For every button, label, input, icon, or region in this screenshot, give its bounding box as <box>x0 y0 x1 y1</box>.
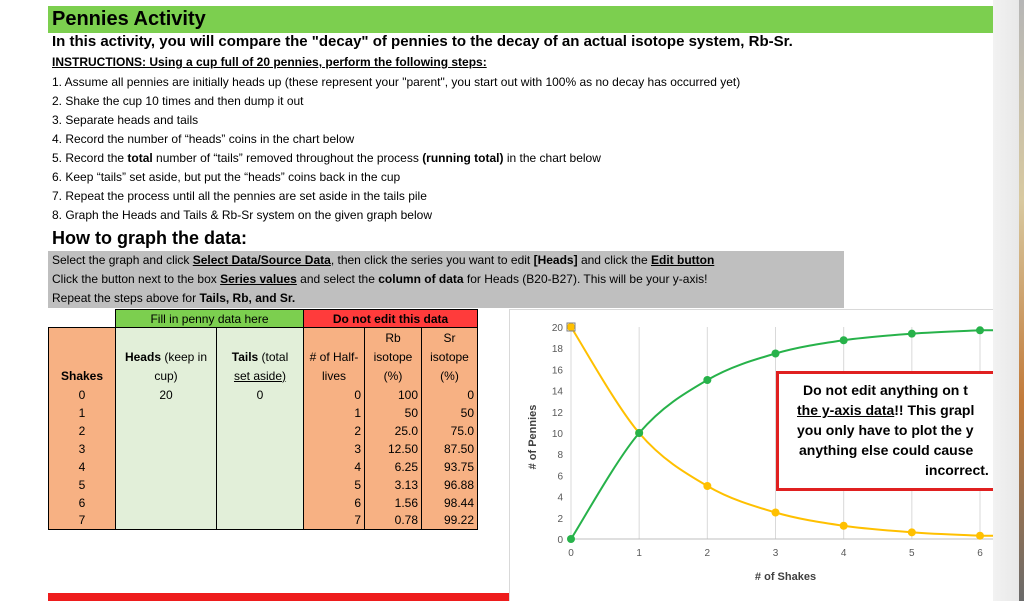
table-row <box>49 494 478 512</box>
cell-sr: 93.75 <box>422 458 478 476</box>
cell-sr: 0 <box>422 386 478 404</box>
cell-shakes: 7 <box>49 512 116 530</box>
cell-rb: 25.0 <box>365 422 422 440</box>
cell-half-lives: 5 <box>304 476 365 494</box>
cell-tails[interactable] <box>217 422 304 440</box>
step-5: 5. Record the total number of “tails” removed throughout the process (running total) in the chart below <box>52 151 601 165</box>
cell-shakes: 5 <box>49 476 116 494</box>
cell-half-lives: 0 <box>304 386 365 404</box>
table-row <box>49 404 478 422</box>
series-point-1 <box>976 326 984 334</box>
step-6: 6. Keep “tails” set aside, but put the “heads” coins back in the cup <box>52 170 401 184</box>
cell-rb: 1.56 <box>365 494 422 512</box>
warning-line-5: incorrect. <box>925 462 989 478</box>
instructions-header: INSTRUCTIONS: Using a cup full of 20 pennies, perform the following steps: <box>52 55 487 69</box>
cell-tails[interactable] <box>217 404 304 422</box>
series-point-0 <box>567 323 575 331</box>
table-row <box>49 386 478 404</box>
x-tick-label: 6 <box>977 548 983 559</box>
cell-heads[interactable] <box>116 404 217 422</box>
cell-tails[interactable] <box>217 440 304 458</box>
col-header-sr: Sr isotope (%) <box>422 328 478 386</box>
series-point-1 <box>567 535 575 543</box>
cell-half-lives: 3 <box>304 440 365 458</box>
warning-line-4: anything else could cause <box>799 442 974 458</box>
graph-instruction-3: Repeat the steps above for Tails, Rb, and Sr. <box>52 291 296 305</box>
penny-data-table <box>48 309 478 530</box>
series-point-0 <box>703 482 711 490</box>
cell-shakes: 1 <box>49 404 116 422</box>
cell-shakes: 4 <box>49 458 116 476</box>
instruction-steps <box>52 73 740 225</box>
cell-heads[interactable] <box>116 458 217 476</box>
cell-tails[interactable] <box>217 512 304 530</box>
data-table-wrap <box>48 309 478 530</box>
y-tick-label: 0 <box>557 535 563 546</box>
cell-shakes: 0 <box>49 386 116 404</box>
table-row <box>49 422 478 440</box>
graph-instruction-1: Select the graph and click Select Data/Source Data, then click the series you want to edit [Heads] and click the Edit button <box>52 253 715 267</box>
col-header-rb: Rb isotope (%) <box>365 328 422 386</box>
y-tick-label: 18 <box>551 344 563 356</box>
cell-shakes: 2 <box>49 422 116 440</box>
series-point-0 <box>908 528 916 536</box>
series-point-1 <box>703 376 711 384</box>
col-header-half-lives: # of Half- lives <box>304 328 365 386</box>
step-7: 7. Repeat the process until all the pennies are set aside in the tails pile <box>52 189 427 203</box>
cell-half-lives: 6 <box>304 494 365 512</box>
how-to-graph-header: How to graph the data: <box>52 228 247 248</box>
fill-header: Fill in penny data here <box>116 310 304 328</box>
series-point-1 <box>908 330 916 338</box>
cell-half-lives: 2 <box>304 422 365 440</box>
cell-rb: 12.50 <box>365 440 422 458</box>
y-axis-title: # of Pennies <box>527 404 539 470</box>
cell-heads[interactable] <box>116 494 217 512</box>
table-row <box>49 476 478 494</box>
cell-rb: 100 <box>365 386 422 404</box>
step-3: 3. Separate heads and tails <box>52 113 199 127</box>
col-header-tails: Tails (total set aside) <box>217 328 304 386</box>
cell-heads[interactable]: 20 <box>116 386 217 404</box>
noedit-header: Do not edit this data <box>304 310 478 328</box>
x-tick-label: 1 <box>636 548 642 559</box>
x-tick-label: 3 <box>772 548 779 559</box>
cell-rb: 50 <box>365 404 422 422</box>
cell-shakes: 6 <box>49 494 116 512</box>
cell-sr: 75.0 <box>422 422 478 440</box>
bottom-red-bar <box>48 593 509 601</box>
series-point-1 <box>635 429 643 437</box>
y-tick-label: 4 <box>557 492 563 504</box>
warning-box <box>776 371 993 491</box>
warning-line-3: you only have to plot the y <box>797 422 974 438</box>
cell-heads[interactable] <box>116 476 217 494</box>
x-tick-label: 5 <box>909 548 915 559</box>
cell-half-lives: 4 <box>304 458 365 476</box>
page-subtitle: In this activity, you will compare the "decay" of pennies to the decay of an actual isotope system, Rb-Sr. <box>52 33 793 50</box>
y-tick-label: 20 <box>551 323 563 334</box>
cell-sr: 96.88 <box>422 476 478 494</box>
cell-half-lives: 1 <box>304 404 365 422</box>
cell-sr: 99.22 <box>422 512 478 530</box>
y-tick-label: 16 <box>551 365 563 377</box>
x-tick-label: 4 <box>840 548 847 559</box>
cell-half-lives: 7 <box>304 512 365 530</box>
y-tick-label: 10 <box>551 429 563 440</box>
series-point-1 <box>840 336 848 344</box>
cell-sr: 98.44 <box>422 494 478 512</box>
table-row <box>49 512 478 530</box>
cell-tails[interactable] <box>217 494 304 512</box>
table-row <box>49 458 478 476</box>
cell-heads[interactable] <box>116 440 217 458</box>
x-tick-label: 2 <box>704 548 711 559</box>
series-point-1 <box>772 350 780 358</box>
y-tick-label: 14 <box>551 386 563 398</box>
cell-tails[interactable] <box>217 458 304 476</box>
graph-instruction-2: Click the button next to the box Series values and select the column of data for Heads (B20-B27). This will be your y-axis! <box>52 272 708 286</box>
cell-heads[interactable] <box>116 422 217 440</box>
warning-line-2: the y-axis data!! This grapl <box>797 402 975 418</box>
cell-rb: 0.78 <box>365 512 422 530</box>
table-body <box>49 386 478 530</box>
cell-sr: 87.50 <box>422 440 478 458</box>
cell-sr: 50 <box>422 404 478 422</box>
table-row <box>49 440 478 458</box>
cell-tails[interactable] <box>217 476 304 494</box>
step-4: 4. Record the number of “heads” coins in the chart below <box>52 132 355 146</box>
series-point-0 <box>772 509 780 517</box>
col-header-heads: Heads (keep in cup) <box>116 328 217 386</box>
page-title: Pennies Activity <box>52 8 206 30</box>
col-header-shakes: Shakes <box>49 328 116 386</box>
desktop-sliver <box>1019 0 1024 601</box>
y-tick-label: 2 <box>557 513 563 525</box>
cell-rb: 3.13 <box>365 476 422 494</box>
warning-line-1: Do not edit anything on t <box>803 382 968 398</box>
y-tick-label: 12 <box>551 407 563 419</box>
cell-rb: 6.25 <box>365 458 422 476</box>
series-point-0 <box>976 532 984 540</box>
y-tick-label: 8 <box>557 450 563 462</box>
x-axis-title: # of Shakes <box>754 571 817 583</box>
series-point-0 <box>840 522 848 530</box>
step-2: 2. Shake the cup 10 times and then dump it out <box>52 94 304 108</box>
step-8: 8. Graph the Heads and Tails & Rb-Sr system on the given graph below <box>52 208 432 222</box>
cell-tails[interactable]: 0 <box>217 386 304 404</box>
x-tick-label: 0 <box>568 548 574 559</box>
step-1: 1. Assume all pennies are initially heads up (these represent your "parent", you start out with 100% as no decay has occurred yet) <box>52 75 741 89</box>
cell-heads[interactable] <box>116 512 217 530</box>
cell-shakes: 3 <box>49 440 116 458</box>
y-tick-label: 6 <box>557 471 563 483</box>
